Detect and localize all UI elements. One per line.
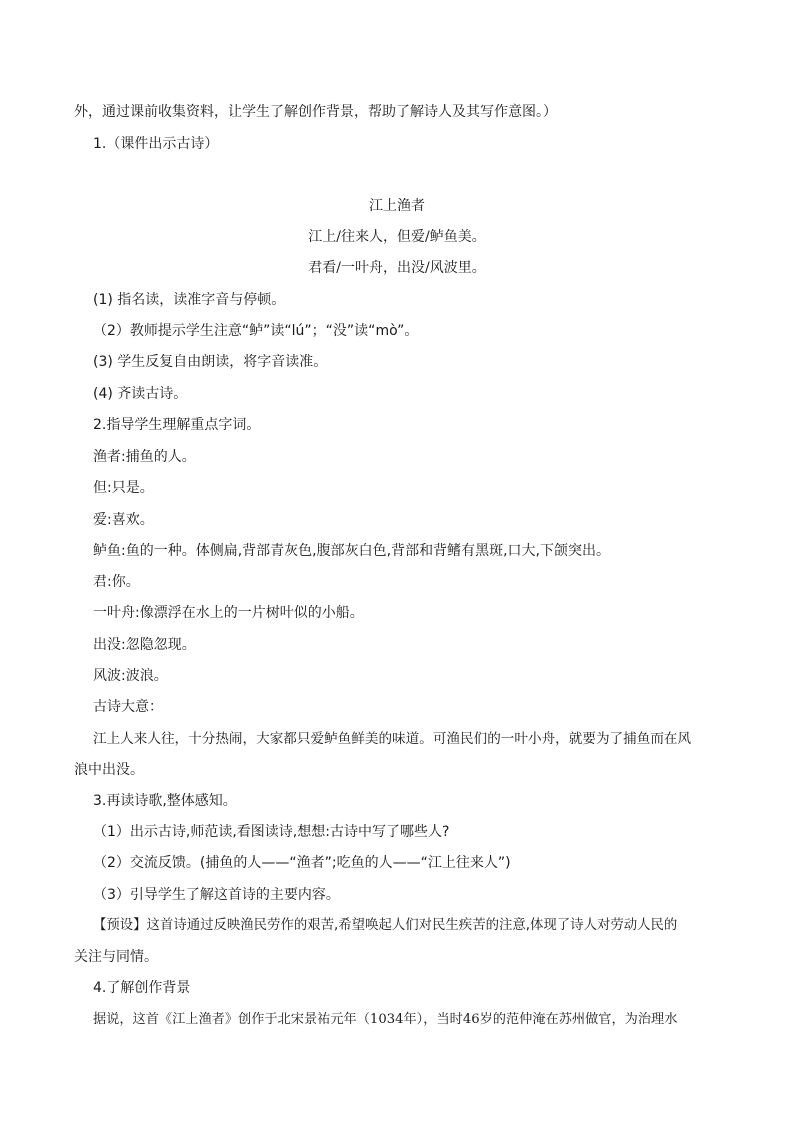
list-item: (3) 学生反复自由朗读，将字音读准。 xyxy=(93,354,328,370)
vocab-item: 一叶舟:像漂浮在水上的一片树叶似的小船。 xyxy=(93,605,364,621)
list-item: （2）交流反馈。(捕鱼的人——“渔者”;吃鱼的人——“江上往来人”) xyxy=(93,855,511,871)
section-1-heading: 1.（课件出示古诗） xyxy=(93,136,219,152)
list-item: （2）教师提示学生注意“鲈”读“lú”；“没”读“mò”。 xyxy=(93,323,419,339)
vocab-item: 君:你。 xyxy=(93,574,140,590)
meaning-label: 古诗大意： xyxy=(93,699,163,715)
meaning-paragraph-line-2: 浪中出没。 xyxy=(74,762,144,778)
meaning-paragraph-line-1: 江上人来人往，十分热闹，大家都只爱鲈鱼鲜美的味道。可渔民们的一叶小舟，就要为了捕鱼而在风 xyxy=(93,731,692,747)
list-item: （3）引导学生了解这首诗的主要内容。 xyxy=(93,887,340,903)
vocab-item: 但:只是。 xyxy=(93,480,154,496)
vocab-item: 爱:喜欢。 xyxy=(93,512,154,528)
background-paragraph: 据说，这首《江上渔者》创作于北宋景祐元年（1034年），当时46岁的范仲淹在苏州做官，为治理水 xyxy=(93,1012,678,1027)
vocab-item: 渔者:捕鱼的人。 xyxy=(93,449,196,465)
poem-title: 江上渔者 xyxy=(369,198,425,214)
list-item: (1) 指名读，读准字音与停顿。 xyxy=(93,292,286,308)
section-2-heading: 2.指导学生理解重点字词。 xyxy=(93,417,261,433)
list-item: （1）出示古诗,师范读,看图读诗,想想:古诗中写了哪些人? xyxy=(93,824,450,840)
intro-paragraph: 外，通过课前收集资料，让学生了解创作背景，帮助了解诗人及其写作意图。） xyxy=(74,104,557,120)
preset-paragraph-line-2: 关注与同情。 xyxy=(74,949,158,965)
preset-paragraph-line-1: 【预设】这首诗通过反映渔民劳作的艰苦,希望唤起人们对民生疾苦的注意,体现了诗人对劳动人民的 xyxy=(93,918,678,933)
poem-line-1: 江上/往来人，但爱/鲈鱼美。 xyxy=(308,229,486,245)
section-3-heading: 3.再读诗歌,整体感知。 xyxy=(93,793,237,809)
vocab-item: 出没:忽隐忽现。 xyxy=(93,637,196,653)
section-4-heading: 4.了解创作背景 xyxy=(93,980,191,996)
poem-line-2: 君看/一叶舟，出没/风波里。 xyxy=(308,260,486,276)
vocab-item: 风波:波浪。 xyxy=(93,668,168,684)
list-item: (4) 齐读古诗。 xyxy=(93,386,188,402)
vocab-item: 鲈鱼:鱼的一种。体侧扁,背部青灰色,腹部灰白色,背部和背鳍有黑斑,口大,下颌突出。 xyxy=(93,543,610,559)
